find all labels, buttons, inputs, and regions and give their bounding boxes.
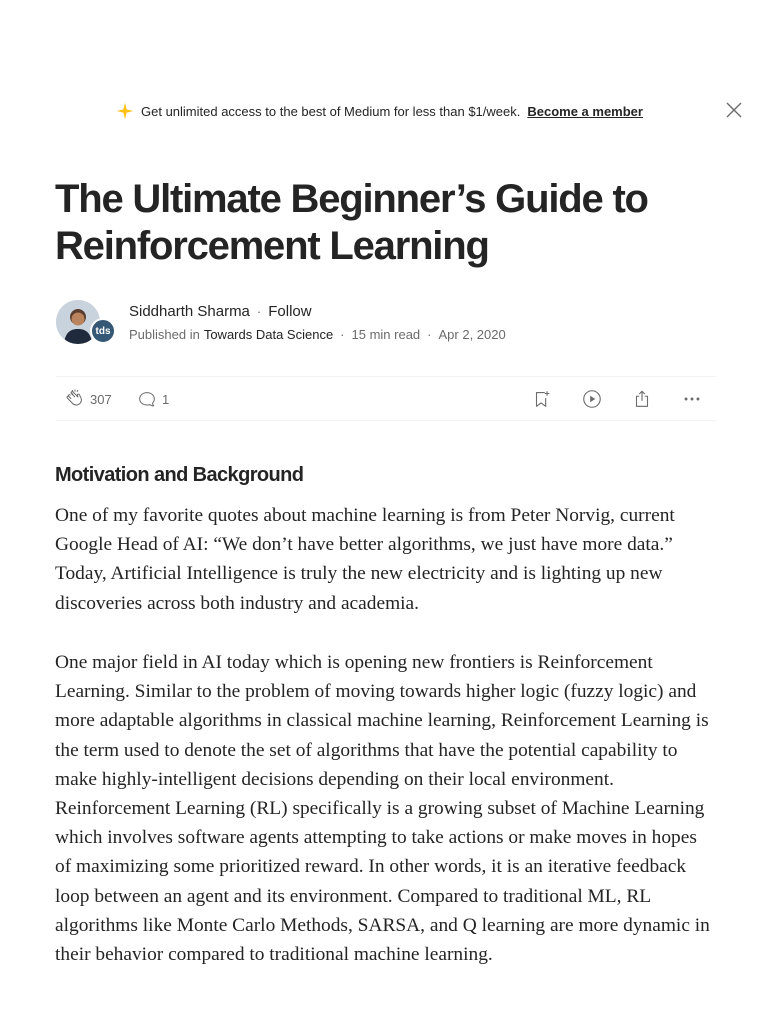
listen-button[interactable] [581,388,603,410]
clap-count: 307 [90,391,112,407]
clap-button[interactable] [64,388,112,410]
close-icon[interactable] [724,100,744,120]
save-button[interactable] [531,388,553,410]
membership-banner [0,100,768,122]
read-time: 15 min read [351,327,421,342]
more-button[interactable] [681,388,703,410]
share-icon [631,388,653,410]
more-icon [681,388,703,410]
paragraph: One major field in AI today which is opening new frontiers is Reinforcement Learning. Similar to the problem of moving towards higher logic (fuzzy logic) and more adaptable algorithms in classical machine learning, Reinforcement Learning is the term used to denote the set of algorithms that have the potential capability to make highly-intelligent decisions depending on their local environment. Reinforcement Learning (RL) specifically is a growing subset of Machine Learning which involves software agents attempting to take actions or make moves in hopes of maximizing some prioritized reward. In other words, it is an iterative feedback loop between an agent and its environment. Compared to traditional ML, RL algorithms like Monte Carlo Methods, SARSA, and Q learning are more dynamic in their behavior compared to traditional machine learning. [55,652,710,966]
response-count: 1 [162,391,170,407]
article-title: The Ultimate Beginner’s Guide to Reinforcement Learning [55,177,648,268]
follow-button[interactable]: Follow [268,303,312,320]
clap-icon [64,388,86,410]
publish-date: Apr 2, 2020 [438,327,506,342]
separator-dot: · [340,327,345,342]
sparkle-icon [116,102,134,120]
separator-dot: · [427,327,432,342]
responses-button[interactable] [136,388,169,410]
published-in-label: Published in [129,327,200,342]
banner-text: Get unlimited access to the best of Medium for less than $1/week. [141,103,521,119]
publication-badge[interactable]: tds [90,318,116,344]
become-member-link[interactable]: Become a member [527,103,643,119]
separator-dot: · [256,304,262,319]
article-action-bar [56,376,716,421]
bookmark-icon [531,388,553,410]
publication-link[interactable]: Towards Data Science [203,327,334,342]
section-heading: Motivation and Background [55,464,304,486]
author-block [56,300,716,344]
listen-icon [581,388,603,410]
paragraph: One of my favorite quotes about machine learning is from Peter Norvig, current Google Head of AI: “We don’t have better algorithms, we just have more data.” Today, Artificial Intelligence is truly the new electricity and is lighting up new discoveries across both industry and academia. [55,505,675,614]
response-icon [136,388,158,410]
author-name[interactable]: Siddharth Sharma [129,303,250,320]
share-button[interactable] [631,388,653,410]
